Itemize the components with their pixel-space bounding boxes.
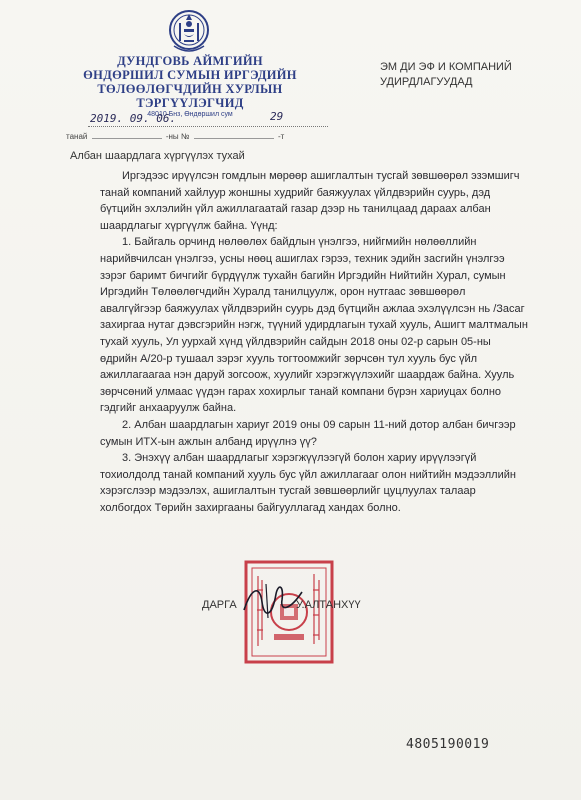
handwritten-date: 2019. 09. 06. [90, 112, 177, 125]
ref-prefix: танай [66, 132, 88, 141]
org-line-4: ТЭРГҮҮЛЭГЧИД [136, 96, 244, 110]
ref-blank-2 [194, 138, 274, 139]
item-1: 1. Байгаль орчинд нөлөөлөх байдлын үнэлгээ, нийгмийн нөлөөллийн нарийвчилсан үнэлгээ, усны нөөц ашиглах гэрээ, техник эдийн засгийн үнэлгээ зэрэг баримт бичгийг бүрдүүлж тухайн багийн Иргэдийн Нийтийн Хурал, сумын Иргэдийн Төлөөлөгчдийн Хуралд танилцуулж, орон нутгаас зөвшөөрөл авалгүйгээр баяжуулах үйлдвэрийн суурь дэд бүтцийн ажлаа эхэлүүлсэн нь /Засаг захиргаа нутаг дэвсгэрийн нэгж, түүний удирдлагын тухай хууль, Ашигт малтмалын тухай хууль, Ул уурхай хүнд үйлдвэрийн сайдын 2018 оны 02-р сарын 05-ны өдрийн А/20-р тушаал зэрэг хууль тогтоомжийг зөрчсөн тул хууль бус үйл ажиллагаагаа нэн даруй зогсоож, хуулийг хэрэгжүүлэхийг шаардаж байна. Хууль зөрчсөний улмаас үүдэн гарах хохирлыг танай компани бүрэн хариуцах болно гэдгийг анхааруулж байна. [100, 236, 528, 415]
signatory-name: У.АЛТАНХҮҮ [296, 599, 361, 611]
document-serial-number: 4805190019 [406, 737, 490, 752]
recipient-line-2: УДИРДЛАГУУДАД [380, 76, 473, 88]
item-2: 2. Албан шаардлагын хариуг 2019 оны 09 сарын 11-ний дотор албан бичгээр сумын ИТХ-ын ажлын албанд ирүүлнэ үү? [100, 418, 516, 448]
letter-subject: Албан шаардлага хүргүүлэх тухай [70, 150, 245, 162]
ref-suffix: -т [277, 132, 285, 141]
ref-middle: -ны № [165, 132, 190, 141]
date-rule-line [88, 126, 328, 127]
item-3: 3. Энэхүү албан шаардлагыг хэрэгжүүлээгүй болон хариу ирүүлээгүй тохиолдолд танай компаний хууль бус үйл ажиллагааг олон нийтийн мэдээллийн хэрэгслээр мэдээлэх, ашиглалтын тусгай зөвшөөрлийг цуцлуулах талаар холбогдох Төрийн захиргааны байгууллагад хандах болно. [100, 452, 516, 514]
org-address: 48010 Бнз, Өндөршил сум [147, 111, 233, 118]
date-number-row [88, 112, 328, 128]
letter-body [100, 168, 528, 516]
recipient-block [380, 60, 512, 90]
signatory-title: ДАРГА [202, 599, 237, 611]
org-line-1: ДУНДГОВЬ АЙМГИЙН [117, 54, 263, 68]
org-line-3: ТӨЛӨӨЛӨГЧДИЙН ХУРЛЫН [97, 82, 283, 96]
soyombo-emblem-icon [168, 4, 210, 56]
reference-row [66, 132, 284, 141]
ref-blank-1 [92, 138, 162, 139]
org-line-2: ӨНДӨРШИЛ СУМЫН ИРГЭДИЙН [83, 68, 297, 82]
intro-paragraph: Иргэдээс ирүүлсэн гомдлын мөрөөр ашиглалтын тусгай зөвшөөрөл эзэмшигч танай компаний хайлуур жоншны худрийг баяжуулах үйлдвэрийн суурь, дэд бүтцийн эхлэлийн үйл ажиллагаатай газар дээр нь танилцаад дараах албан шаардлагыг хүргүүлж байна. Үүнд: [100, 170, 520, 232]
handwritten-number: 29 [270, 110, 284, 123]
recipient-line-1: ЭМ ДИ ЭФ И КОМПАНИЙ [380, 61, 512, 73]
